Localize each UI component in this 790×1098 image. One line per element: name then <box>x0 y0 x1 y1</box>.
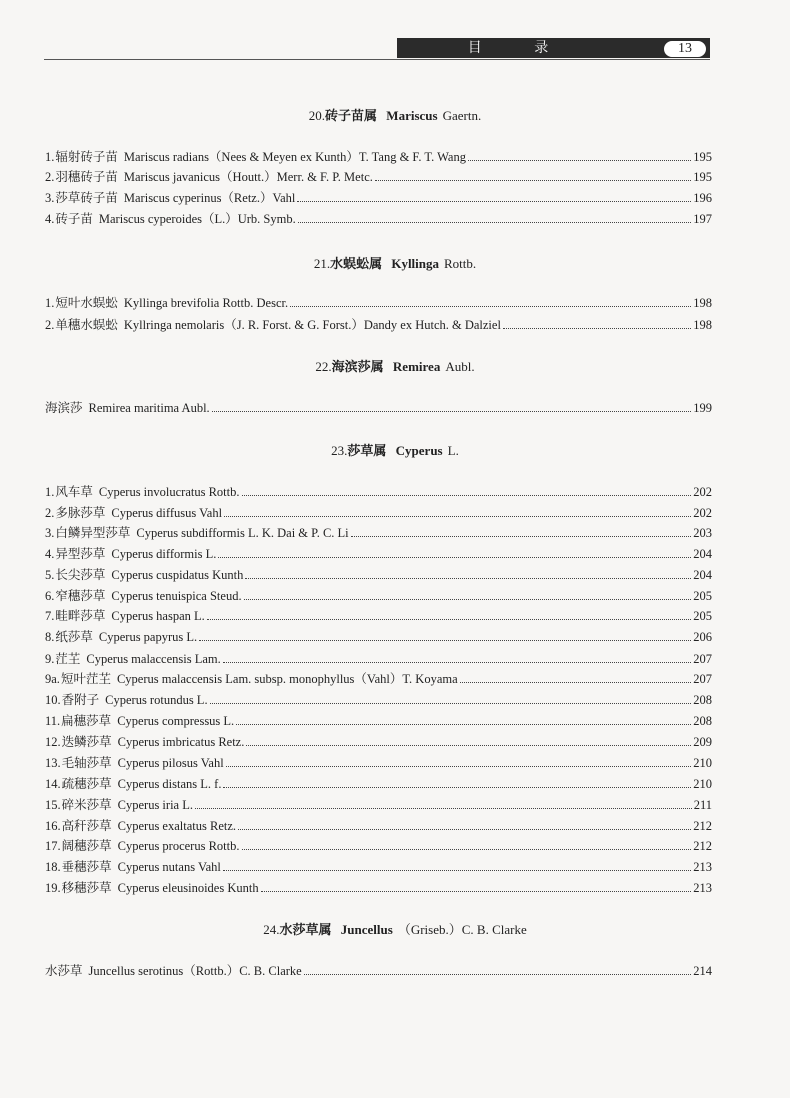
genus-heading <box>0 921 790 939</box>
dot-leader <box>212 411 692 412</box>
entry-page-number: 210 <box>693 756 712 770</box>
entry-number: 13. <box>45 756 61 770</box>
entry-page-number: 212 <box>693 819 712 833</box>
species-latin-name: Kyllringa nemolaris（J. R. Forst. & G. Forst.）Dandy ex Hutch. & Dalziel <box>123 318 501 332</box>
header-rule <box>44 59 710 60</box>
dot-leader <box>199 640 691 641</box>
entry-page-number: 212 <box>693 839 712 853</box>
species-chinese-name: 畦畔莎草 <box>55 609 106 623</box>
toc-entry[interactable] <box>45 712 712 730</box>
species-latin-name: Cyperus nutans Vahl <box>117 860 221 874</box>
dot-leader <box>304 974 692 975</box>
entry-number: 4. <box>45 547 55 561</box>
species-chinese-name: 阔穗莎草 <box>61 839 112 853</box>
entry-number: 3. <box>45 526 55 540</box>
entry-label <box>45 399 210 417</box>
entry-label <box>45 796 193 814</box>
genus-chinese-name: 海滨莎属 <box>331 359 384 374</box>
entry-number: 17. <box>45 839 61 853</box>
entry-label <box>45 566 243 584</box>
genus-author: Rottb. <box>444 256 477 271</box>
toc-entry[interactable] <box>45 504 712 522</box>
entry-page-number: 196 <box>693 191 712 205</box>
species-chinese-name: 莎草砖子苗 <box>55 191 118 205</box>
species-latin-name: Juncellus serotinus（Rottb.）C. B. Clarke <box>88 964 302 978</box>
entry-label <box>45 691 208 709</box>
dot-leader <box>297 201 691 202</box>
toc-entry[interactable] <box>45 733 712 751</box>
entry-label <box>45 524 349 542</box>
species-chinese-name: 砖子苗 <box>55 212 93 226</box>
dot-leader <box>468 160 691 161</box>
entry-label <box>45 628 197 646</box>
species-chinese-name: 海滨莎 <box>45 401 83 415</box>
species-chinese-name: 扁穗莎草 <box>61 714 112 728</box>
dot-leader <box>224 516 691 517</box>
entry-number: 4. <box>45 212 55 226</box>
entry-label <box>45 148 466 166</box>
page-header-title: 目 录 <box>467 40 573 56</box>
dot-leader <box>244 599 692 600</box>
page-number-badge: 13 <box>663 40 707 58</box>
toc-entry[interactable] <box>45 879 712 897</box>
species-latin-name: Cyperus procerus Rottb. <box>117 839 240 853</box>
entry-page-number: 209 <box>693 735 712 749</box>
toc-entry[interactable] <box>45 796 712 814</box>
entry-number: 15. <box>45 798 61 812</box>
entry-page-number: 211 <box>693 798 712 812</box>
species-latin-name: Cyperus eleusinoides Kunth <box>117 881 259 895</box>
species-chinese-name: 单穗水蜈蚣 <box>55 318 118 332</box>
dot-leader <box>298 222 692 223</box>
dot-leader <box>460 682 692 683</box>
entry-page-number: 207 <box>693 672 712 686</box>
species-chinese-name: 长尖莎草 <box>55 568 106 582</box>
dot-leader <box>351 536 692 537</box>
species-latin-name: Remirea maritima Aubl. <box>88 401 210 415</box>
entry-number: 2. <box>45 318 55 332</box>
species-chinese-name: 毛轴莎草 <box>61 756 112 770</box>
entry-page-number: 208 <box>693 693 712 707</box>
dot-leader <box>242 495 692 496</box>
toc-entry[interactable] <box>45 650 712 668</box>
genus-heading <box>0 255 790 273</box>
dot-leader <box>223 870 691 871</box>
entry-number: 2. <box>45 506 55 520</box>
toc-entry[interactable] <box>45 189 712 207</box>
dot-leader <box>290 306 691 307</box>
entry-page-number: 202 <box>693 485 712 499</box>
entry-label <box>45 189 295 207</box>
entry-label <box>45 817 236 835</box>
entry-number: 1. <box>45 296 55 310</box>
entry-label <box>45 607 205 625</box>
entry-number: 5. <box>45 568 55 582</box>
species-chinese-name: 香附子 <box>61 693 100 707</box>
entry-number: 1. <box>45 150 55 164</box>
species-latin-name: Cyperus involucratus Rottb. <box>98 485 240 499</box>
entry-number: 1. <box>45 485 55 499</box>
species-chinese-name: 白鳞异型莎草 <box>55 526 131 540</box>
species-latin-name: Cyperus diffusus Vahl <box>111 506 223 520</box>
entry-page-number: 208 <box>693 714 712 728</box>
species-chinese-name: 垂穗莎草 <box>61 860 112 874</box>
species-chinese-name: 茳芏 <box>55 652 81 666</box>
species-chinese-name: 异型莎草 <box>55 547 106 561</box>
entry-label <box>45 587 242 605</box>
species-chinese-name: 多脉莎草 <box>55 506 106 520</box>
genus-chinese-name: 水莎草属 <box>279 922 332 937</box>
entry-label <box>45 650 221 668</box>
entry-page-number: 195 <box>693 170 712 184</box>
entry-number: 11. <box>45 714 61 728</box>
genus-number: 21. <box>313 256 331 271</box>
dot-leader <box>218 557 691 558</box>
genus-author: （Griseb.）C. B. Clarke <box>397 922 527 937</box>
entry-number: 12. <box>45 735 61 749</box>
dot-leader <box>503 328 691 329</box>
entry-number: 2. <box>45 170 55 184</box>
dot-leader <box>238 829 691 830</box>
genus-heading <box>0 442 790 460</box>
entry-number: 7. <box>45 609 55 623</box>
genus-number: 22. <box>315 359 332 374</box>
species-chinese-name: 窄穗莎草 <box>55 589 106 603</box>
entry-label <box>45 316 501 334</box>
dot-leader <box>246 745 691 746</box>
genus-latin-name: Mariscus <box>386 108 438 123</box>
species-latin-name: Cyperus papyrus L. <box>98 630 198 644</box>
species-chinese-name: 碎米莎草 <box>61 798 112 812</box>
entry-number: 10. <box>45 693 61 707</box>
dot-leader <box>223 787 691 788</box>
toc-entry[interactable] <box>45 837 712 855</box>
entry-page-number: 205 <box>693 609 712 623</box>
entry-number: 16. <box>45 819 61 833</box>
species-latin-name: Mariscus radians（Nees & Meyen ex Kunth）T. Tang & F. T. Wang <box>123 150 466 164</box>
genus-latin-name: Cyperus <box>395 443 443 458</box>
entry-label <box>45 168 373 186</box>
species-latin-name: Cyperus iria L. <box>117 798 193 812</box>
dot-leader <box>223 662 692 663</box>
genus-chinese-name: 莎草属 <box>347 443 387 458</box>
entry-number: 8. <box>45 630 55 644</box>
dot-leader <box>210 703 692 704</box>
species-latin-name: Cyperus rotundus L. <box>105 693 208 707</box>
toc-entry[interactable] <box>45 858 712 876</box>
entry-label <box>45 294 288 312</box>
entry-number: 3. <box>45 191 55 205</box>
entry-number: 6. <box>45 589 55 603</box>
genus-latin-name: Kyllinga <box>391 256 440 271</box>
species-latin-name: Cyperus exaltatus Retz. <box>117 819 237 833</box>
entry-number: 14. <box>45 777 61 791</box>
entry-page-number: 198 <box>693 296 712 310</box>
genus-chinese-name: 砖子苗属 <box>325 108 378 123</box>
species-chinese-name: 疏穗莎草 <box>61 777 112 791</box>
entry-label <box>45 775 221 793</box>
toc-entry[interactable] <box>45 607 712 625</box>
entry-page-number: 198 <box>693 318 712 332</box>
toc-entry[interactable] <box>45 587 712 605</box>
toc-entry[interactable] <box>45 316 712 334</box>
genus-number: 24. <box>263 922 280 937</box>
entry-page-number: 203 <box>693 526 712 540</box>
toc-entry[interactable] <box>45 210 712 228</box>
entry-page-number: 213 <box>693 881 712 895</box>
dot-leader <box>245 578 691 579</box>
toc-entry[interactable] <box>45 566 712 584</box>
toc-entry[interactable] <box>45 294 712 312</box>
toc-entry[interactable] <box>45 399 712 417</box>
entry-page-number: 204 <box>693 568 712 582</box>
entry-page-number: 210 <box>693 777 712 791</box>
species-latin-name: Mariscus javanicus（Houtt.）Merr. & F. P. Metc. <box>123 170 373 184</box>
toc-entry[interactable] <box>45 670 712 688</box>
entry-page-number: 214 <box>693 964 712 978</box>
entry-page-number: 204 <box>693 547 712 561</box>
genus-chinese-name: 水蜈蚣属 <box>330 256 383 271</box>
entry-number: 19. <box>45 881 61 895</box>
species-chinese-name: 纸莎草 <box>55 630 93 644</box>
genus-author: L. <box>447 443 459 458</box>
species-latin-name: Cyperus distans L. f. <box>117 777 222 791</box>
entry-label <box>45 858 221 876</box>
toc-entry[interactable] <box>45 524 712 542</box>
species-chinese-name: 短叶水蜈蚣 <box>55 296 118 310</box>
entry-page-number: 195 <box>693 150 712 164</box>
entry-page-number: 213 <box>693 860 712 874</box>
toc-entry[interactable] <box>45 962 712 980</box>
entry-label <box>45 754 224 772</box>
dot-leader <box>375 180 691 181</box>
entry-page-number: 206 <box>693 630 712 644</box>
species-chinese-name: 羽穗砖子苗 <box>55 170 118 184</box>
dot-leader <box>261 891 692 892</box>
entry-page-number: 202 <box>693 506 712 520</box>
entry-label <box>45 712 234 730</box>
dot-leader <box>236 724 691 725</box>
dot-leader <box>242 849 692 850</box>
toc-entry[interactable] <box>45 483 712 501</box>
species-latin-name: Cyperus compressus L. <box>117 714 235 728</box>
species-latin-name: Mariscus cyperoides（L.）Urb. Symb. <box>98 212 296 226</box>
toc-entry[interactable] <box>45 775 712 793</box>
genus-latin-name: Juncellus <box>340 922 393 937</box>
species-chinese-name: 移穗莎草 <box>61 881 112 895</box>
species-latin-name: Cyperus tenuispica Steud. <box>111 589 242 603</box>
species-latin-name: Cyperus haspan L. <box>111 609 205 623</box>
genus-heading <box>0 358 790 376</box>
toc-entry[interactable] <box>45 148 712 166</box>
entry-label <box>45 837 240 855</box>
entry-label <box>45 962 302 980</box>
genus-heading <box>0 107 790 125</box>
species-latin-name: Cyperus subdifformis L. K. Dai & P. C. Li <box>136 526 349 540</box>
species-chinese-name: 短叶茳芏 <box>60 672 111 686</box>
entry-label <box>45 504 222 522</box>
genus-latin-name: Remirea <box>392 359 441 374</box>
entry-page-number: 199 <box>693 401 712 415</box>
entry-label <box>45 670 458 688</box>
dot-leader <box>207 619 691 620</box>
genus-number: 20. <box>308 108 326 123</box>
entry-number: 9a. <box>45 672 60 686</box>
toc-entry[interactable] <box>45 754 712 772</box>
toc-entry[interactable] <box>45 628 712 646</box>
entry-number: 9. <box>45 652 55 666</box>
species-chinese-name: 水莎草 <box>45 964 83 978</box>
genus-author: Gaertn. <box>442 108 482 123</box>
entry-page-number: 197 <box>693 212 712 226</box>
toc-entry[interactable] <box>45 691 712 709</box>
species-chinese-name: 迭鳞莎草 <box>61 735 112 749</box>
entry-label <box>45 483 240 501</box>
entry-page-number: 205 <box>693 589 712 603</box>
species-latin-name: Cyperus malaccensis Lam. subsp. monophyllus（Vahl）T. Koyama <box>116 672 458 686</box>
species-latin-name: Cyperus imbricatus Retz. <box>117 735 245 749</box>
toc-entry[interactable] <box>45 545 712 563</box>
toc-entry[interactable] <box>45 817 712 835</box>
genus-number: 23. <box>331 443 348 458</box>
species-latin-name: Cyperus cuspidatus Kunth <box>111 568 244 582</box>
entry-label <box>45 879 259 897</box>
entry-label <box>45 733 244 751</box>
species-latin-name: Kyllinga brevifolia Rottb. Descr. <box>123 296 289 310</box>
species-chinese-name: 辐射砖子苗 <box>55 150 118 164</box>
dot-leader <box>195 808 692 809</box>
species-chinese-name: 风车草 <box>55 485 93 499</box>
species-latin-name: Cyperus malaccensis Lam. <box>86 652 221 666</box>
species-latin-name: Cyperus difformis L. <box>111 547 217 561</box>
entry-label <box>45 545 216 563</box>
species-chinese-name: 高秆莎草 <box>61 819 112 833</box>
genus-author: Aubl. <box>445 359 475 374</box>
species-latin-name: Cyperus pilosus Vahl <box>117 756 224 770</box>
toc-entry[interactable] <box>45 168 712 186</box>
entry-page-number: 207 <box>693 652 712 666</box>
entry-number: 18. <box>45 860 61 874</box>
entry-label <box>45 210 296 228</box>
species-latin-name: Mariscus cyperinus（Retz.）Vahl <box>123 191 296 205</box>
dot-leader <box>226 766 692 767</box>
